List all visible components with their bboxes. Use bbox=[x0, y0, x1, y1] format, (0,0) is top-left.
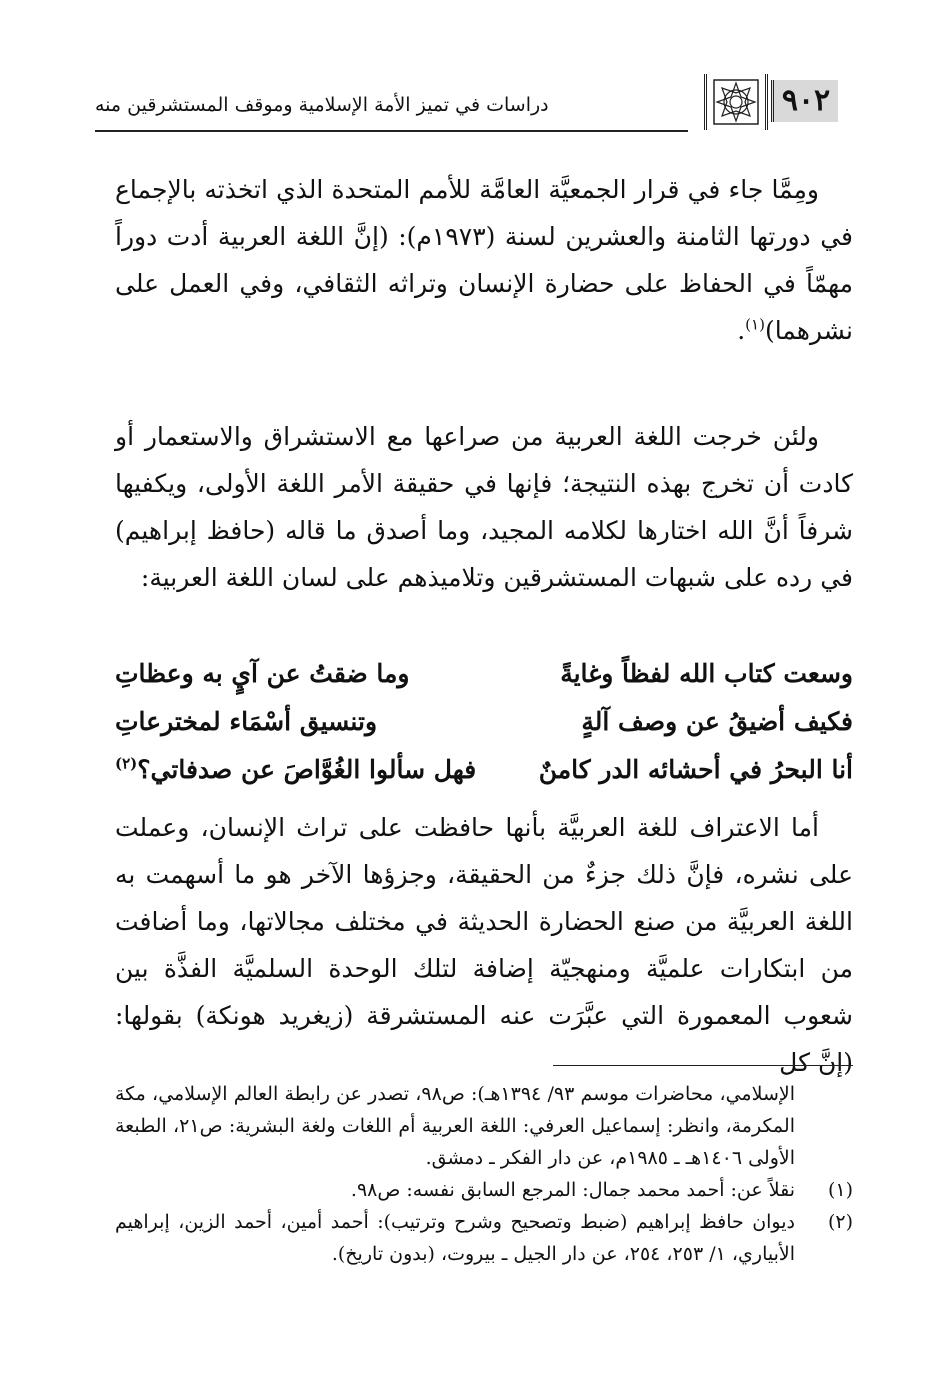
footnote-text: ديوان حافظ إبراهيم (ضبط وتصحيح وشرح وترتيب): أحمد أمين، أحمد الزين، إبراهيم الأبياري، ١/ ٢٥٣، ٢٥٤، عن دار الجيل ـ بيروت، (بدون تاريخ). bbox=[115, 1211, 795, 1265]
paragraph-un-resolution bbox=[115, 166, 853, 354]
page-header bbox=[95, 74, 838, 136]
running-title bbox=[95, 94, 688, 116]
footnote-continuation: الإسلامي، محاضرات موسم ٩٣/ ١٣٩٤هـ): ص٩٨، تصدر عن رابطة العالم الإسلامي، مكة المكرمة، وانظر: إسماعيل العرفي: اللغة العربية أم اللغات ولغة البشرية: ص٢١، الطبعة الأولى ١٤٠٦هـ ـ ١٩٨٥م، عن دار الفكر ـ دمشق. bbox=[115, 1083, 795, 1169]
footnote-marker: (٢) bbox=[827, 1211, 853, 1233]
geometric-star-ornament-icon bbox=[704, 74, 768, 130]
paragraph-orientalism bbox=[115, 413, 853, 601]
header-rule bbox=[95, 130, 688, 132]
footnote-separator bbox=[553, 1065, 853, 1066]
paragraph-arabic-contribution bbox=[115, 804, 853, 1086]
verse-second-hemistich bbox=[115, 746, 495, 794]
footnotes bbox=[115, 1078, 853, 1270]
paragraph-1-end: . bbox=[737, 316, 746, 345]
paragraph-1-text: ومِمَّا جاء في قرار الجمعيَّة العامَّة للأمم المتحدة الذي اتخذته بالإجماع في دورتها الثامنة والعشرين لسنة (١٩٧٣م): (إنَّ اللغة العربية أدت دوراً مهمّاً في الحفاظ على حضارة الإنسان وتراثه الثقافي، وفي العمل على نشرهما) bbox=[115, 175, 853, 345]
verse-second-hemistich: وما ضقتُ عن آيٍ به وعظاتِ bbox=[115, 659, 410, 688]
poem bbox=[115, 650, 853, 794]
verse-first-hemistich: أنا البحرُ في أحشائه الدر كامنٌ bbox=[538, 755, 853, 784]
verse-first-hemistich: وسعت كتاب الله لفظاً وغايةً bbox=[560, 659, 853, 688]
poem-verse bbox=[115, 698, 853, 746]
footnote-ref-2[interactable]: (٢) bbox=[115, 754, 138, 773]
footnote-item bbox=[115, 1174, 853, 1206]
footnote-text: نقلاً عن: أحمد محمد جمال: المرجع السابق نفسه: ص٩٨. bbox=[350, 1179, 795, 1201]
verse-second-hemistich-text: فهل سألوا الغُوَّاصَ عن صدفاتي؟ bbox=[137, 755, 477, 784]
poem-verse bbox=[115, 650, 853, 698]
page-number: ٩٠٢ bbox=[771, 80, 838, 122]
footnote-marker: (١) bbox=[827, 1179, 853, 1201]
footnote-ref-1[interactable]: (١) bbox=[745, 315, 765, 334]
verse-first-hemistich: فكيف أضيقُ عن وصف آلةٍ bbox=[581, 707, 853, 736]
footnote-item bbox=[115, 1206, 853, 1270]
paragraph-3-text: أما الاعتراف للغة العربيَّة بأنها حافظت على تراث الإنسان، وعملت على نشره، فإنَّ ذلك جزءٌ من الحقيقة، وجزؤها الآخر هو ما أسهمت به اللغة العربيَّة من صنع الحضارة الحديثة في مختلف مجالاتها، وما أضافت من ابتكارات علميَّة ومنهجيّة إضافة لتلك الوحدة السلميَّة الفذَّة بين شعوب المعمورة التي عبَّرَت عنه المستشرقة (زيغريد هونكة) بقولها: (إنَّ كل bbox=[115, 813, 853, 1077]
poem-verse bbox=[115, 746, 853, 794]
paragraph-2-text: ولئن خرجت اللغة العربية من صراعها مع الاستشراق والاستعمار أو كادت أن تخرج بهذه النتيجة؛ فإنها في حقيقة الأمر اللغة الأولى، ويكفيها شرفاً أنَّ الله اختارها لكلامه المجيد، وما أصدق ما قاله (حافظ إبراهيم) في رده على شبهات المستشرقين وتلاميذهم على لسان اللغة العربية: bbox=[115, 422, 853, 592]
verse-second-hemistich: وتنسيق أسْمَاء لمخترعاتِ bbox=[115, 707, 378, 736]
running-title-text: دراسات في تميز الأمة الإسلامية وموقف المستشرقين منه bbox=[95, 94, 549, 116]
